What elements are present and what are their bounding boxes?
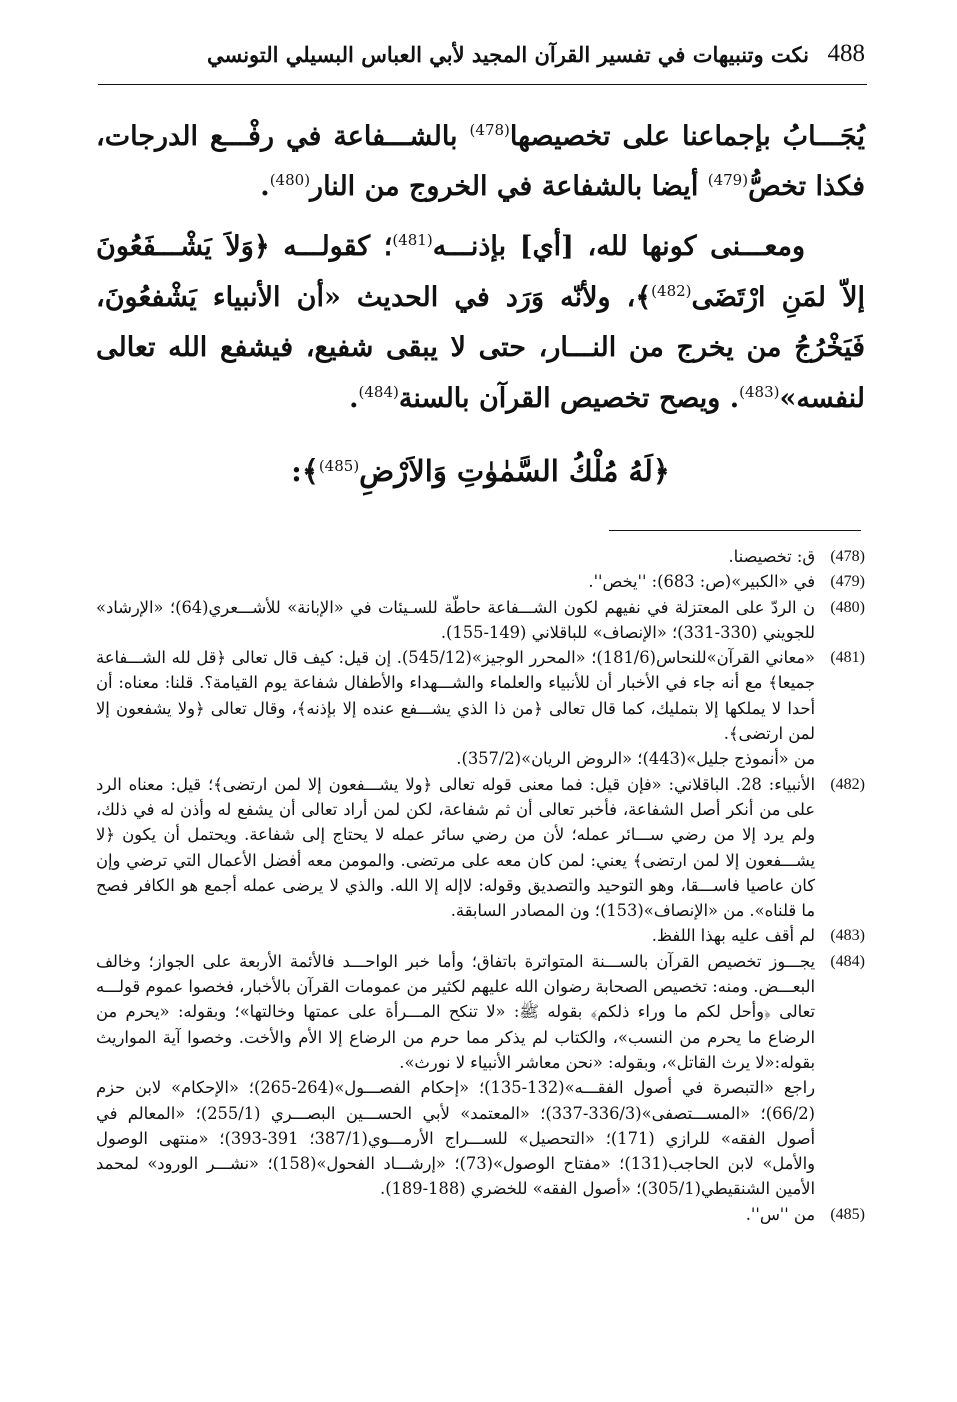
header-rule xyxy=(98,84,867,85)
verse-end: ﴾: xyxy=(291,454,319,488)
text-run: بالشـــفاعة في رفْـــع الدرجات، فكذا تخصُّ xyxy=(96,121,865,202)
footnote-479 xyxy=(96,569,865,594)
footnote-text: راجع «التبصرة في أصول الفقـــه»(132-135)؛ «إحكام الفصـــول»(264-265)؛ «الإحكام» لابن حزم (66/2)؛ «المســـتصفى»(336/3-337)؛ «المعتمد» لأبي الحســـين البصـــري (255/1)؛ «المعالم في أصول الفقه» للرازي (171)؛ «التحصيل» للســـراج الأرمـــوي(387/1؛ 391-393)؛ «منتهى الوصول والأمل» لابن الحاجب(131)؛ «مفتاح الوصول»(73)؛ «إرشـــاد الفحول»(158)؛ «نشـــر الورود» لمحمد الأمين الشنقيطي(305/1)؛ «أصول الفقه» للخضري (188-189). xyxy=(96,1078,816,1199)
footnote-number: (478) xyxy=(830,548,865,565)
paragraph-1 xyxy=(96,112,865,212)
footnotes xyxy=(96,544,865,1227)
footnote-text: من ''س''. xyxy=(745,1204,815,1224)
running-title: نكت وتنبيهات في تفسير القرآن المجيد لأبي العباس البسيلي التونسي xyxy=(206,42,809,67)
footnote-rule xyxy=(609,530,861,531)
footnote-ref-483[interactable]: (483) xyxy=(739,382,780,401)
text-run: . xyxy=(260,171,270,202)
page-number: 488 xyxy=(827,40,865,67)
footnote-number: (481) xyxy=(830,649,865,667)
footnote-ref-479[interactable]: (479) xyxy=(707,171,749,189)
footnote-text: «معاني القرآن»للنحاس(181/6)؛ «المحرر الوجيز»(545/12). إن قيل: كيف قال تعالى ﴿قل لله الشـــفاعة جميعا﴾ مع أنه جاء في الأخبار أن للأنبياء والعلماء والشـــهداء والأطفال شفاعة يوم القيامة؟. قلنا: معناه: أن أحدا لا يملكها إلا بتمليك، كما قال تعالى ﴿من ذا الذي يشـــفع عنده إلا بإذنه﴾، وقال تعالى ﴿ولا يشفعون إلا لمن ارتضى﴾. xyxy=(96,648,815,744)
footnote-485 xyxy=(96,1202,865,1227)
text-run: ومعـــنى كونها لله، [أي] بإذنـــه xyxy=(432,231,805,262)
footnote-text: في «الكبير»(ص: 683): ''يخص''. xyxy=(588,572,815,592)
footnote-ref-480[interactable]: (480) xyxy=(269,171,311,189)
footnote-text: لم أقف عليه بهذا اللفظ. xyxy=(651,926,815,946)
verse-heading xyxy=(96,454,865,488)
footnote-number: (480) xyxy=(830,598,865,616)
footnote-text: ق: تخصيصنا. xyxy=(728,547,815,566)
footnote-number: (482) xyxy=(830,775,865,793)
text-run: ؛ كقولـــه ﴿وَلاَ يَشْـــفَعُونَ إلاّ لمَنِ ارْتَضَى xyxy=(96,231,865,313)
footnote-text: ن الردّ على المعتزلة في نفيهم لكون الشـــفاعة حاطّة للسـيئات في «الإبانة» للأشـــعري(64)؛ «الإرشاد» للجويني (330-331)؛ «الإنصاف» للباقلاني (149-155). xyxy=(96,597,816,642)
footnote-ref-482[interactable]: (482) xyxy=(651,281,692,300)
main-text xyxy=(96,112,865,424)
text-run: . xyxy=(349,382,359,414)
footnote-text: من «أنموذج جليل»(443)؛ «الروض الريان»(357/2). xyxy=(456,749,815,769)
footnote-482 xyxy=(96,772,865,924)
footnote-number: (485) xyxy=(830,1205,865,1223)
footnote-484 xyxy=(96,949,865,1202)
footnote-ref-478[interactable]: (478) xyxy=(469,121,510,139)
footnote-478 xyxy=(96,544,865,569)
footnote-number: (484) xyxy=(830,952,865,970)
footnote-ref-485[interactable]: (485) xyxy=(318,457,360,475)
footnote-text: يجـــوز تخصيص القرآن بالســـنة المتواترة باتفاق؛ وأما خبر الواحـــد فالأئمة الأربعة على الجواز؛ وخالف البعـــض. ومنه: تخصيص الصحابة رضوان الله عليهم لكثير من عمومات القرآن بالأخبار، فخصوا عموم قولـــه تعالى ﴿وأحل لكم ما وراء ذلكم﴾ بقوله ﷺ: «لا تنكح المـــرأة على عمتها وخالتها»؛ وبقوله: «يحرم من الرضاع ما يحرم من النسب»، والكتاب لم يذكر مما حرم من الرضاع إلا الأم والأخت. وخصوا آية المواريث بقوله:«لا يرث القاتل»، وبقوله: «نحن معاشر الأنبياء لا نورث». xyxy=(96,951,815,1072)
footnote-ref-484[interactable]: (484) xyxy=(358,382,399,401)
page-header xyxy=(0,38,957,78)
footnote-number: (483) xyxy=(830,927,865,945)
text-run: ﴾، ولأنّه وَرَد في الحديث «أن الأنبياء يَشْفعُونَ، فَيَخْرُجُ من يخرج من النـــار، حتى لا يبقى شفيع، فيشفع الله تعالى لنفسه» xyxy=(96,281,865,414)
footnote-480 xyxy=(96,595,865,646)
footnote-number: (479) xyxy=(830,573,865,591)
footnote-ref-481[interactable]: (481) xyxy=(392,231,433,249)
footnote-text: الأنبياء: 28. الباقلاني: «فإن قيل: فما معنى قوله تعالى ﴿ولا يشـــفعون إلا لمن ارتضى﴾؛ قيل: معناه الرد على من أنكر أصل الشفاعة، فأخبر تعالى أن ثم شفاعة، لكن لمن أراد تعالى أن يشفع له وأذن له في ذلك، ولم يرد إلا من رضي ســـائر عمله؛ لأن من رضي سائر عمله لا يحتاج إلى شفاعة. ويحتمل أن يكون ﴿لا يشـــفعون إلا لمن ارتضى﴾ يعني: لمن كان معه على مرتضى. والمومن معه أفضل الأعمال التي ترضي وإن كان عاصيا فاســـقا، وهو التوحيد والتصديق وقوله: لاإله إلا الله. والذي لا يرضى عمله أجمع هو الكافر فصح ما قلناه». من «الإنصاف»(153)؛ ون المصادر السابقة. xyxy=(96,774,815,921)
footnote-481 xyxy=(96,645,865,771)
paragraph-2 xyxy=(96,222,865,424)
footnote-483 xyxy=(96,923,865,948)
text-run: . ويصح تخصيص القرآن بالسنة xyxy=(398,382,740,414)
text-run: يُجَـــابُ بإجماعنا على تخصيصها xyxy=(509,121,865,152)
verse-text: ﴿لَهُ مُلْكُ السَّمٰوٰتِ وَالاَرْضِ xyxy=(359,454,670,488)
text-run: أيضا بالشفاعة في الخروج من النار xyxy=(310,171,708,202)
